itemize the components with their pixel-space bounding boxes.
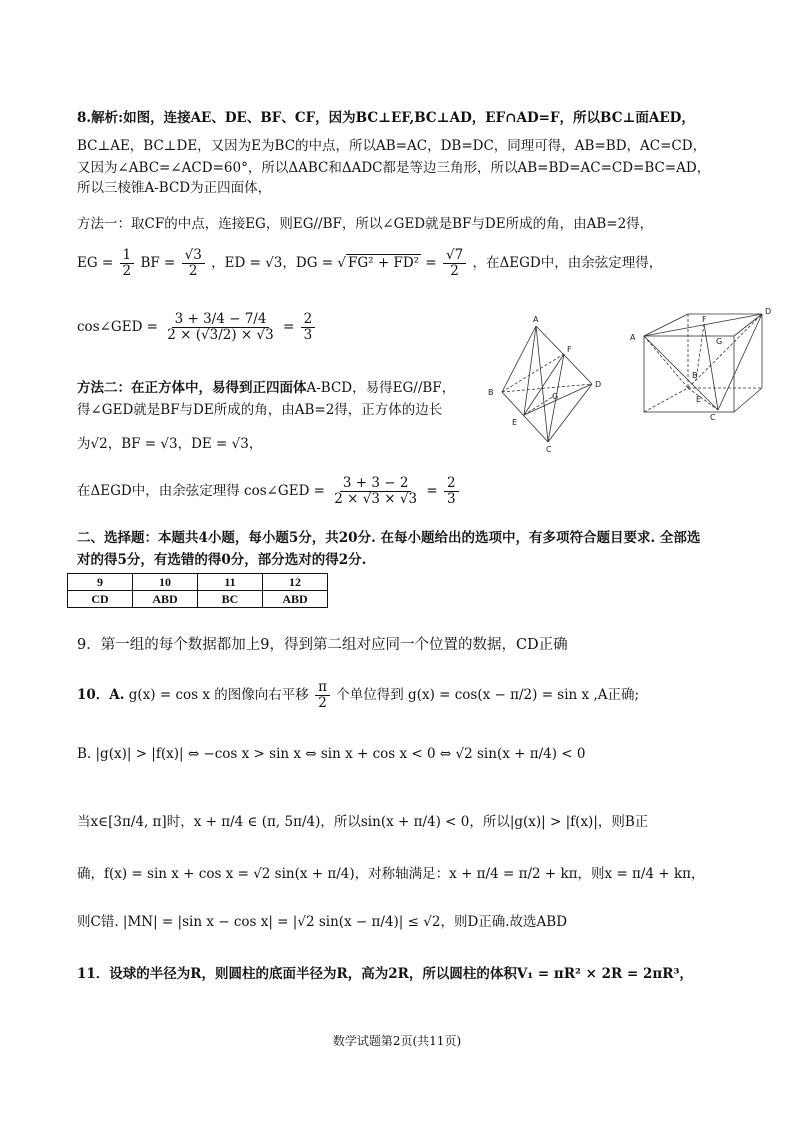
cube-label-a: A <box>630 333 636 342</box>
q8-method1: 方法一：取CF的中点，连接EG，则EG//BF，所以∠GED就是BF与DE所成的角，由AB=2得， <box>77 216 654 232</box>
answer-value: BC <box>198 591 263 608</box>
q8-line3: 又因为∠ABC=∠ACD=60°，所以ΔABC和ΔADC都是等边三角形，所以AB=BD=AC=CD=BC=AD， <box>77 160 711 176</box>
q8-method2-l3: 为√2，BF = √3，DE = √3， <box>77 436 263 452</box>
answer-value-row <box>68 591 328 608</box>
page-footer: 数学试题第2页(共11页) <box>332 1034 462 1048</box>
q8-line1: 8.解析:如图，连接AE、DE、BF、CF，因为BC⊥EF,BC⊥AD，EF∩AD=F，所以BC⊥面AED， <box>77 110 695 126</box>
q8-method2-l2: 得∠GED就是BF与DE所成的角，由AB=2得，正方体的边长 <box>77 402 443 418</box>
tetra-label-b: B <box>488 388 494 397</box>
q10-a: 10．A. g(x) = cos x 的图像向右平移 $\frac{\pi}{2}$ 个单位得到 g(x) = cos(x − π/2) = sin x ,A正确; <box>77 679 640 711</box>
q8-cos2-eq: 在ΔEGD中，由余弦定理得 cos∠GED = $\frac{3 + 3 - 2}{2 \times √3 \times √3}$ = $\frac{2}{3}$ <box>77 476 461 507</box>
q8-line2: BC⊥AE，BC⊥DE，又因为E为BC的中点，所以AB=AC，DB=DC，同理可得，AB=BD，AC=CD， <box>77 138 707 154</box>
q10-d: 则C错. |MN| = |sin x − cos x| = |√2 sin(x − π/4)| ≤ √2，则D正确.故选ABD <box>77 914 568 930</box>
cube-label-d: D <box>765 307 772 316</box>
q10-b2: 当x∈[3π/4, π]时，x + π/4 ∈ (π, 5π/4)，所以sin(x + π/4) < 0，所以|g(x)| > |f(x)|，则B正 <box>77 814 649 830</box>
cube-figure <box>626 302 776 424</box>
answer-table <box>67 573 328 608</box>
q11: 11．设球的半径为R，则圆柱的底面半径为R，高为2R，所以圆柱的体积V₁ = πR² × 2R = 2πR³， <box>77 966 693 982</box>
q9: 9．第一组的每个数据都加上9，得到第二组对应同一个位置的数据，CD正确 <box>77 637 568 653</box>
answer-value: ABD <box>263 591 328 608</box>
answer-value: CD <box>68 591 133 608</box>
cube-label-e: E <box>696 395 702 404</box>
cube-label-g: G <box>716 337 723 346</box>
q8-eq1: EG = $\frac{1}{2}$ BF = $\frac{√3}{2}$ ，ED = √3，DG = √ FG² + FD² = $\frac{√7}{2}$ ，在ΔEGD中，由余弦定理得， <box>77 247 663 279</box>
tetra-label-f: F <box>567 345 572 354</box>
q10-b: B. |g(x)| > |f(x)| ⇔ −cos x > sin x ⇔ sin x + cos x < 0 ⇔ √2 sin(x + π/4) < 0 <box>77 746 586 762</box>
answer-value: ABD <box>133 591 198 608</box>
answer-header: 9 <box>68 574 133 591</box>
cube-label-f: F <box>702 315 707 324</box>
answer-header-row <box>68 574 328 591</box>
tetrahedron-figure <box>482 312 612 454</box>
tetra-label-g: G <box>552 392 559 401</box>
tetra-label-d: D <box>595 380 602 389</box>
q10-c: 确，f(x) = sin x + cos x = √2 sin(x + π/4)，对称轴满足：x + π/4 = π/2 + kπ，则x = π/4 + kπ， <box>77 866 705 882</box>
q8-line4: 所以三棱锥A-BCD为正四面体， <box>77 180 272 196</box>
q8-method2: 方法二：在正方体中，易得到正四面体A-BCD，易得EG//BF， <box>77 380 456 396</box>
cube-label-b: B <box>692 371 698 380</box>
tetra-label-a: A <box>533 315 539 324</box>
q8-cos-eq: cos∠GED = $\frac{3 + 3/4 - 7/4}{2 \times (√3/2) \times √3}$ = $\frac{2}{3}$ <box>77 312 317 343</box>
cube-label-c: C <box>710 413 716 422</box>
answer-header: 10 <box>133 574 198 591</box>
section2-heading: 二、选择题：本题共4小题，每小题5分，共20分. 在每小题给出的选项中，有多项符合题目要求. 全部选 <box>77 530 701 546</box>
section2-heading-l2: 对的得5分，有选错的得0分，部分选对的得2分. <box>77 552 367 568</box>
answer-header: 12 <box>263 574 328 591</box>
answer-header: 11 <box>198 574 263 591</box>
tetra-label-e: E <box>512 418 518 427</box>
tetra-label-c: C <box>546 445 552 454</box>
